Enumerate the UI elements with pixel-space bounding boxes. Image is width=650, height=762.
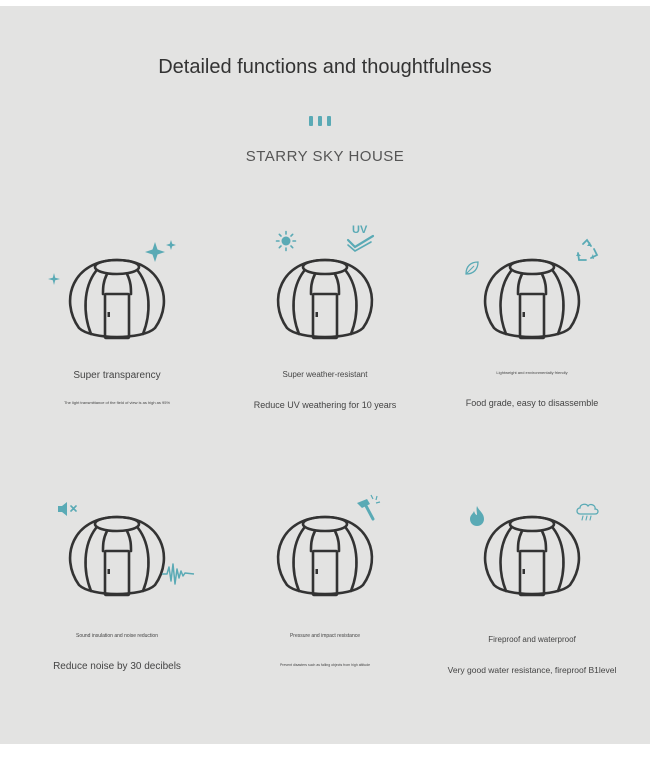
sound-wave-icon: [161, 561, 195, 587]
sparkle-icon: [47, 272, 61, 286]
recycle-icon: [574, 238, 600, 264]
page-subtitle: STARRY SKY HOUSE: [245, 148, 405, 165]
feature-heading: Lightweight and environmentally friendly: [496, 370, 568, 375]
sparkle-icon: [137, 238, 187, 266]
feature-heading: Super weather-resistant: [282, 370, 368, 379]
feature-heading: Super transparency: [73, 370, 161, 381]
rain-cloud-icon: [574, 501, 600, 523]
uv-shield-icon: [345, 222, 377, 252]
dome-house-icon: [275, 248, 375, 344]
svg-text:UV: UV: [352, 224, 368, 236]
feature-heading: Sound insulation and noise reduction: [75, 633, 158, 639]
flame-icon: [468, 505, 486, 527]
feature-description: Reduce noise by 30 decibels: [53, 661, 181, 672]
page-title: Detailed functions and thoughtfulness: [158, 56, 492, 78]
hammer-icon: [353, 493, 383, 523]
sun-icon: [275, 230, 297, 252]
mute-icon: [57, 501, 81, 517]
feature-description: Very good water resistance, fireproof B1level: [447, 665, 617, 675]
feature-description: Reduce UV weathering for 10 years: [253, 400, 397, 410]
feature-description: Prevent disasters such as falling objects from high altitude: [279, 663, 371, 667]
feature-heading: Fireproof and waterproof: [488, 635, 576, 644]
feature-heading: Pressure and impact resistance: [289, 633, 361, 639]
leaf-icon: [464, 260, 480, 276]
dome-house-icon: [482, 248, 582, 344]
feature-description: The light transmittance of the field of view is as high as 95%: [63, 400, 171, 405]
feature-panel: [0, 6, 650, 744]
dome-house-icon: [67, 505, 167, 601]
dome-house-icon: [482, 505, 582, 601]
divider-dots: [309, 116, 331, 126]
feature-description: Food grade, easy to disassemble: [465, 398, 599, 408]
